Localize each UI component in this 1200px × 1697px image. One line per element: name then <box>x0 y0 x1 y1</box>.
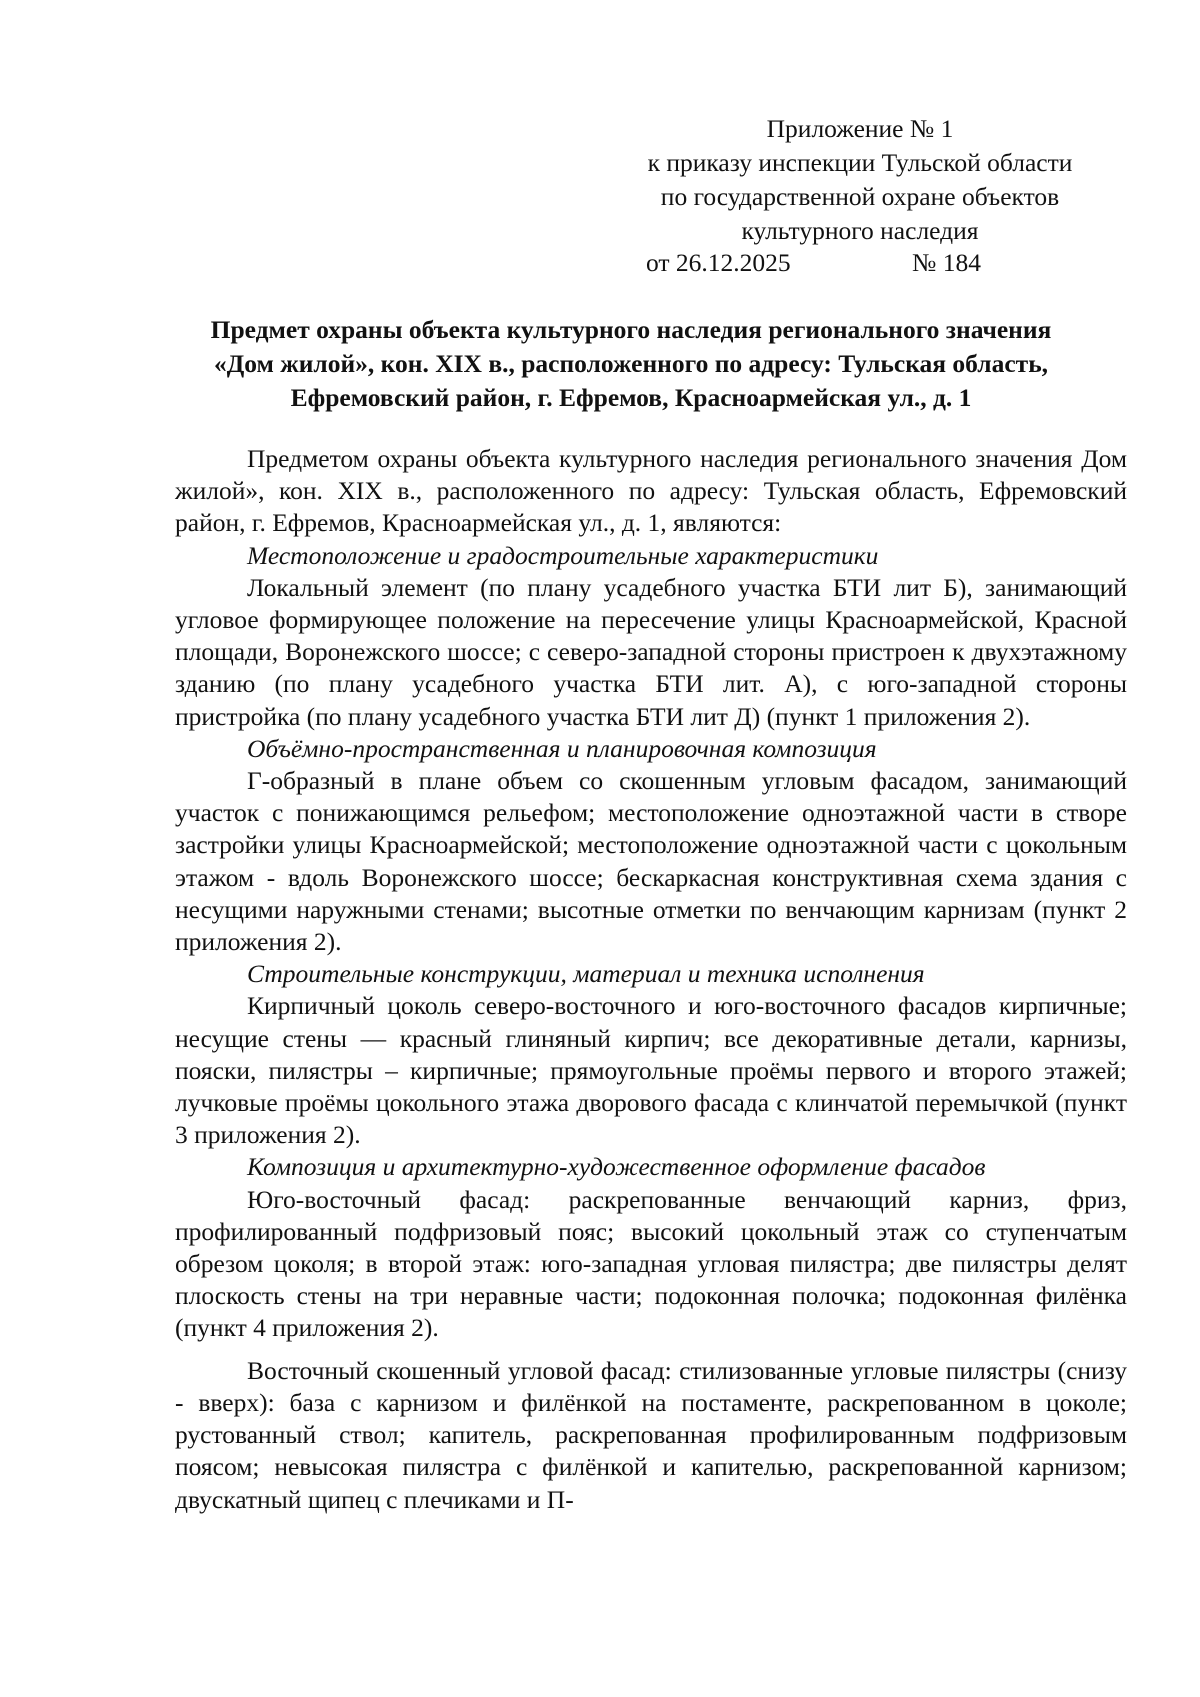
section-heading-location: Местоположение и градостроительные характеристики <box>247 540 879 570</box>
order-reference: к приказу инспекции Тульской области <box>647 148 1073 177</box>
section-text-facades-east: Восточный скошенный угловой фасад: стилизованные угловые пилястры (снизу - вверх): база с карнизом и филёнкой на постаменте, раскрепованном в цоколе; рустованный ствол; капитель, раскрепованная профилированным подфризовым поясом; невысокая пилястра с филёнкой и капителью, раскрепованной карнизом; двускатный щипец с плечиками и П- <box>175 1355 1127 1514</box>
section-text-composition: Г-образный в плане объем со скошенным угловым фасадом, занимающий участок с понижающимся рельефом; местоположение одноэтажной части в створе застройки улицы Красноармейской; местоположение одноэтажной части с цокольным этажом - вдоль Воронежского шоссе; бескаркасная конструктивная схема здания с несущими наружными стенами; высотные отметки по венчающим карнизам (пункт 2 приложения 2). <box>175 766 1127 957</box>
intro-paragraph: Предметом охраны объекта культурного наследия регионального значения Дом жилой», кон. XIX в., расположенного по адресу: Тульская область, Ефремовский район, г. Ефремов, Красноармейская ул., д. 1, являются: <box>175 444 1127 538</box>
title-line-1: Предмет охраны объекта культурного наследия регионального значения <box>210 315 1052 344</box>
section-text-location: Локальный элемент (по плану усадебного участка БТИ лит Б), занимающий угловое формирующее положение на пересечение улицы Красноармейской, Красной площади, Воронежского шоссе; с северо-западной стороны пристроен к двухэтажному зданию (по плану усадебного участка БТИ лит. А), с юго-западной стороны пристройка (по плану усадебного участка БТИ лит Д) (пункт 1 приложения 2). <box>175 572 1127 731</box>
section-heading-construction: Строительные конструкции, материал и техника исполнения <box>247 959 925 989</box>
appendix-header <box>600 112 1120 248</box>
order-date-line <box>646 246 1026 280</box>
order-number: № 184 <box>912 248 981 277</box>
section-text-facades: Юго-восточный фасад: раскрепованные венчающий карниз, фриз, профилированный подфризовый пояс; высокий цокольный этаж со ступенчатым обрезом цоколя; в второй этаж: юго-западная угловая пилястра; две пилястры делят плоскость стены на три неравные части; подоконная полочка; подоконная филёнка (пункт 4 приложения 2). <box>175 1184 1127 1343</box>
title-line-2: «Дом жилой», кон. XIX в., расположенного по адресу: Тульская область, <box>213 349 1049 378</box>
section-text-construction: Кирпичный цоколь северо-восточного и юго-восточного фасадов кирпичные; несущие стены — красный глиняный кирпич; все декоративные детали, карнизы, пояски, пилястры – кирпичные; прямоугольные проёмы первого и второго этажей; лучковые проёмы цокольного этажа дворового фасада с клинчатой перемычкой (пункт 3 приложения 2). <box>175 991 1127 1150</box>
order-authority-cont: культурного наследия <box>741 216 979 245</box>
document-title <box>130 313 1132 415</box>
section-heading-facades: Композиция и архитектурно-художественное оформление фасадов <box>247 1152 986 1182</box>
document-body <box>175 443 1127 1516</box>
appendix-number: Приложение № 1 <box>766 114 954 143</box>
section-heading-composition: Объёмно-пространственная и планировочная композиция <box>247 733 877 763</box>
order-date: от 26.12.2025 <box>646 248 791 277</box>
order-authority: по государственной охране объектов <box>660 182 1060 211</box>
title-line-3: Ефремовский район, г. Ефремов, Красноармейская ул., д. 1 <box>290 383 972 412</box>
